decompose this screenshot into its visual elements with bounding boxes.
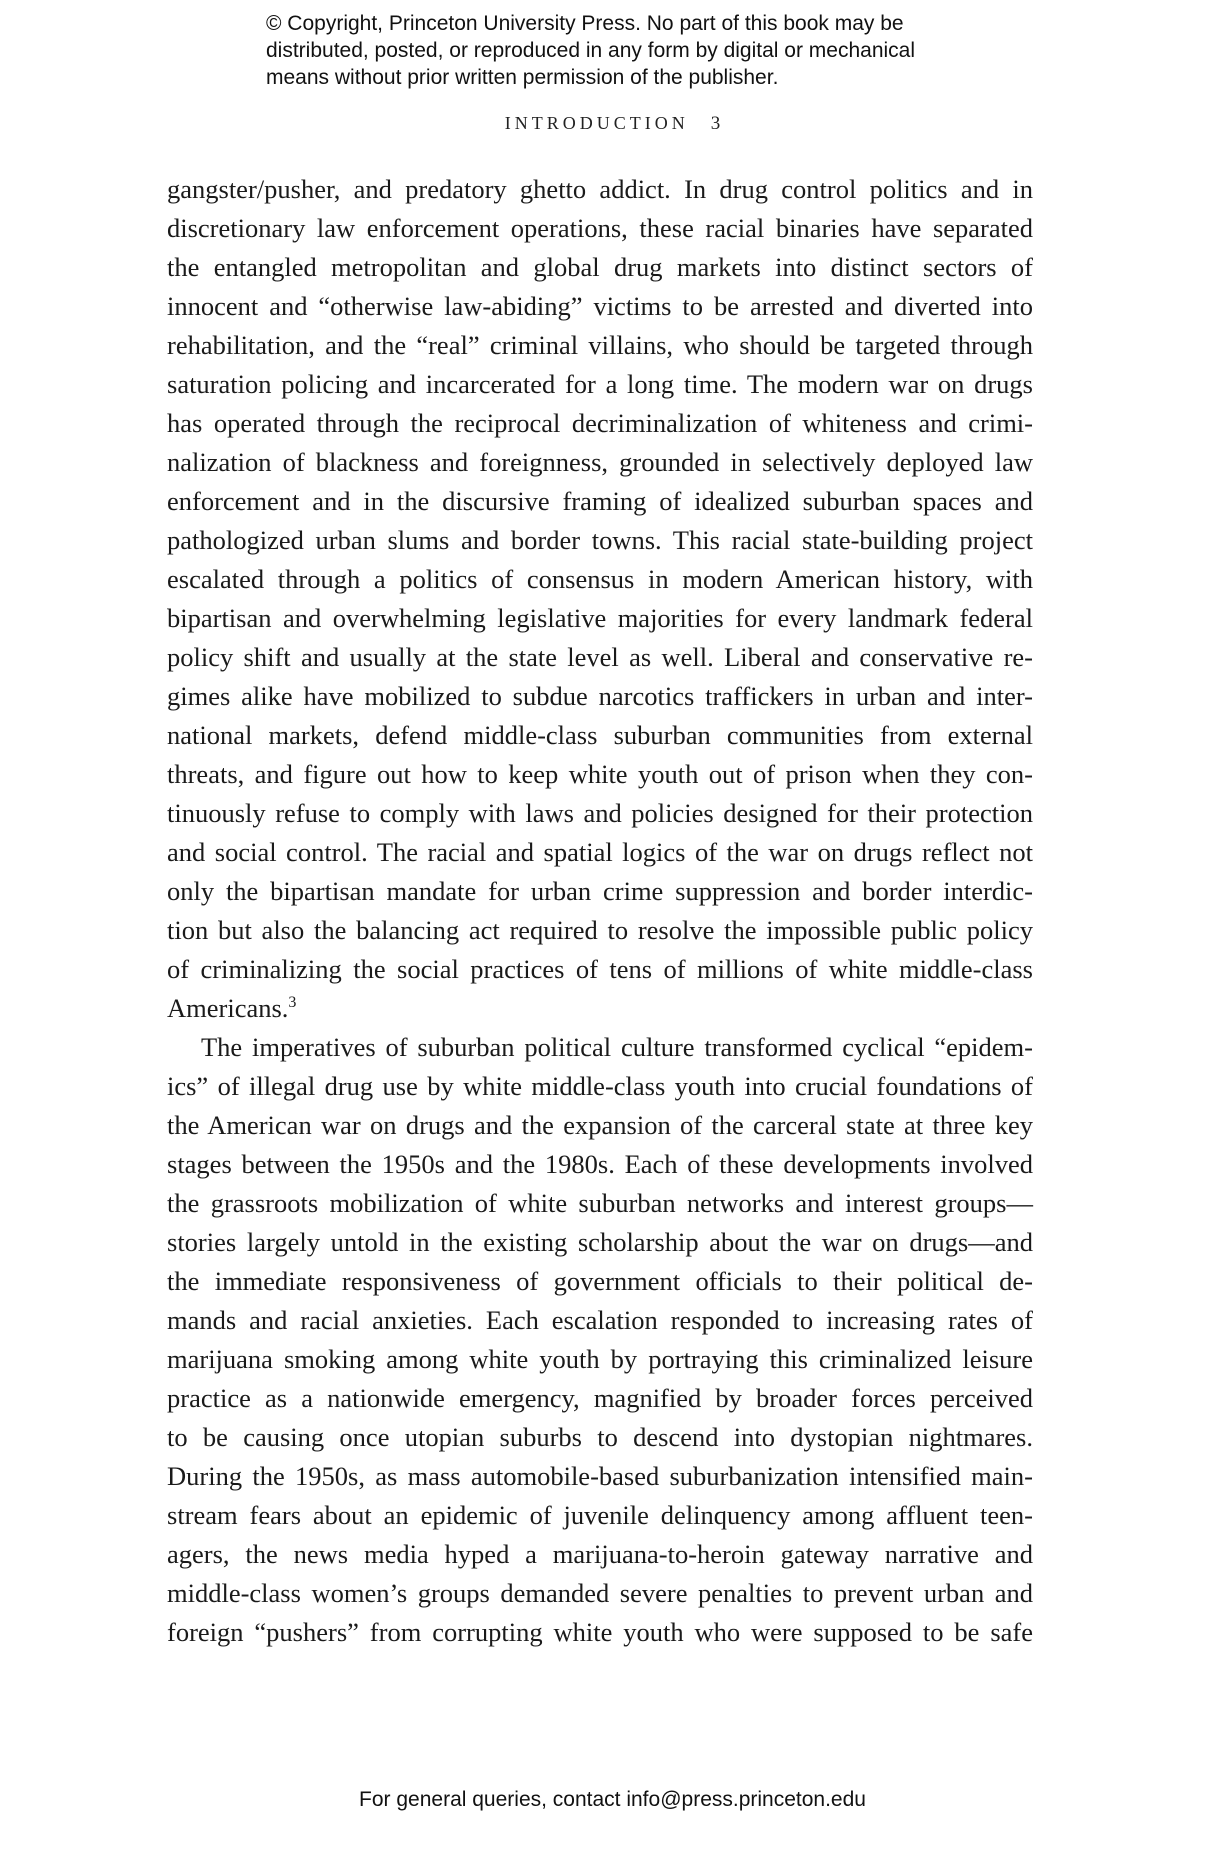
copyright-notice bbox=[266, 10, 1006, 91]
text-line: tinuously refuse to comply with laws and policies designed for their protection bbox=[167, 798, 1033, 828]
text-line: only the bipartisan mandate for urban crime suppression and border interdic- bbox=[167, 876, 1033, 906]
text-line: agers, the news media hyped a marijuana-to-heroin gateway narrative and bbox=[167, 1539, 1033, 1569]
text-line: nalization of blackness and foreignness, grounded in selectively deployed law bbox=[167, 447, 1033, 477]
text-line: stages between the 1950s and the 1980s. Each of these developments involved bbox=[167, 1149, 1033, 1179]
footer-contact: For general queries, contact info@press.princeton.edu bbox=[359, 1788, 866, 1811]
copyright-line: distributed, posted, or reproduced in any form by digital or mechanical bbox=[266, 39, 916, 62]
text-line: of criminalizing the social practices of tens of millions of white middle-class bbox=[167, 954, 1033, 984]
text-line: enforcement and in the discursive framing of idealized suburban spaces and bbox=[167, 486, 1033, 516]
paragraph-1 bbox=[167, 170, 1033, 1028]
copyright-line: © Copyright, Princeton University Press. No part of this book may be bbox=[266, 12, 904, 35]
text-line: discretionary law enforcement operations, these racial binaries have separated bbox=[167, 213, 1033, 243]
text-line: gangster/pusher, and predatory ghetto addict. In drug control politics and in bbox=[167, 174, 1033, 204]
text-line: threats, and figure out how to keep white youth out of prison when they con- bbox=[167, 759, 1033, 789]
footnote-marker[interactable]: 3 bbox=[288, 994, 297, 1012]
text-line: saturation policing and incarcerated for a long time. The modern war on drugs bbox=[167, 369, 1033, 399]
text-line: rehabilitation, and the “real” criminal villains, who should be targeted through bbox=[167, 330, 1033, 360]
text-line: has operated through the reciprocal decriminalization of whiteness and crimi- bbox=[167, 408, 1033, 438]
text-line: the American war on drugs and the expansion of the carceral state at three key bbox=[167, 1110, 1033, 1140]
text-line: and social control. The racial and spatial logics of the war on drugs reflect not bbox=[167, 837, 1033, 867]
text-line: the grassroots mobilization of white suburban networks and interest groups— bbox=[167, 1188, 1033, 1218]
body-text bbox=[167, 170, 1033, 1652]
running-head bbox=[0, 113, 1225, 135]
text-line-last bbox=[167, 989, 1033, 1028]
text-line: escalated through a politics of consensus in modern American history, with bbox=[167, 564, 1033, 594]
text-line-content: Americans. bbox=[167, 993, 289, 1023]
text-line: stories largely untold in the existing scholarship about the war on drugs—and bbox=[167, 1227, 1033, 1257]
text-line: mands and racial anxieties. Each escalation responded to increasing rates of bbox=[167, 1305, 1033, 1335]
page-number: 3 bbox=[710, 113, 721, 134]
text-line: policy shift and usually at the state level as well. Liberal and conservative re- bbox=[167, 642, 1033, 672]
text-line: innocent and “otherwise law-abiding” victims to be arrested and diverted into bbox=[167, 291, 1033, 321]
text-line: foreign “pushers” from corrupting white youth who were supposed to be safe bbox=[167, 1617, 1033, 1647]
text-line: to be causing once utopian suburbs to descend into dystopian nightmares. bbox=[167, 1422, 1033, 1452]
text-line: stream fears about an epidemic of juvenile delinquency among affluent teen- bbox=[167, 1500, 1033, 1530]
copyright-line: means without prior written permission of the publisher. bbox=[266, 66, 779, 89]
paragraph-2 bbox=[167, 1028, 1033, 1652]
text-line: pathologized urban slums and border towns. This racial state-building project bbox=[167, 525, 1033, 555]
text-line: bipartisan and overwhelming legislative majorities for every landmark federal bbox=[167, 603, 1033, 633]
text-line: middle-class women’s groups demanded severe penalties to prevent urban and bbox=[167, 1578, 1033, 1608]
text-line: gimes alike have mobilized to subdue narcotics traffickers in urban and inter- bbox=[167, 681, 1033, 711]
text-line: marijuana smoking among white youth by portraying this criminalized leisure bbox=[167, 1344, 1033, 1374]
text-line: the immediate responsiveness of government officials to their political de- bbox=[167, 1266, 1033, 1296]
text-line: During the 1950s, as mass automobile-based suburbanization intensified main- bbox=[167, 1461, 1033, 1491]
text-line-indented: The imperatives of suburban political culture transformed cyclical “epidem- bbox=[201, 1032, 1033, 1062]
running-head-title: INTRODUCTION bbox=[504, 113, 689, 133]
text-line: practice as a nationwide emergency, magnified by broader forces perceived bbox=[167, 1383, 1033, 1413]
text-line: tion but also the balancing act required to resolve the impossible public policy bbox=[167, 915, 1033, 945]
text-line: national markets, defend middle-class suburban communities from external bbox=[167, 720, 1033, 750]
text-line: ics” of illegal drug use by white middle-class youth into crucial foundations of bbox=[167, 1071, 1033, 1101]
text-line: the entangled metropolitan and global drug markets into distinct sectors of bbox=[167, 252, 1033, 282]
